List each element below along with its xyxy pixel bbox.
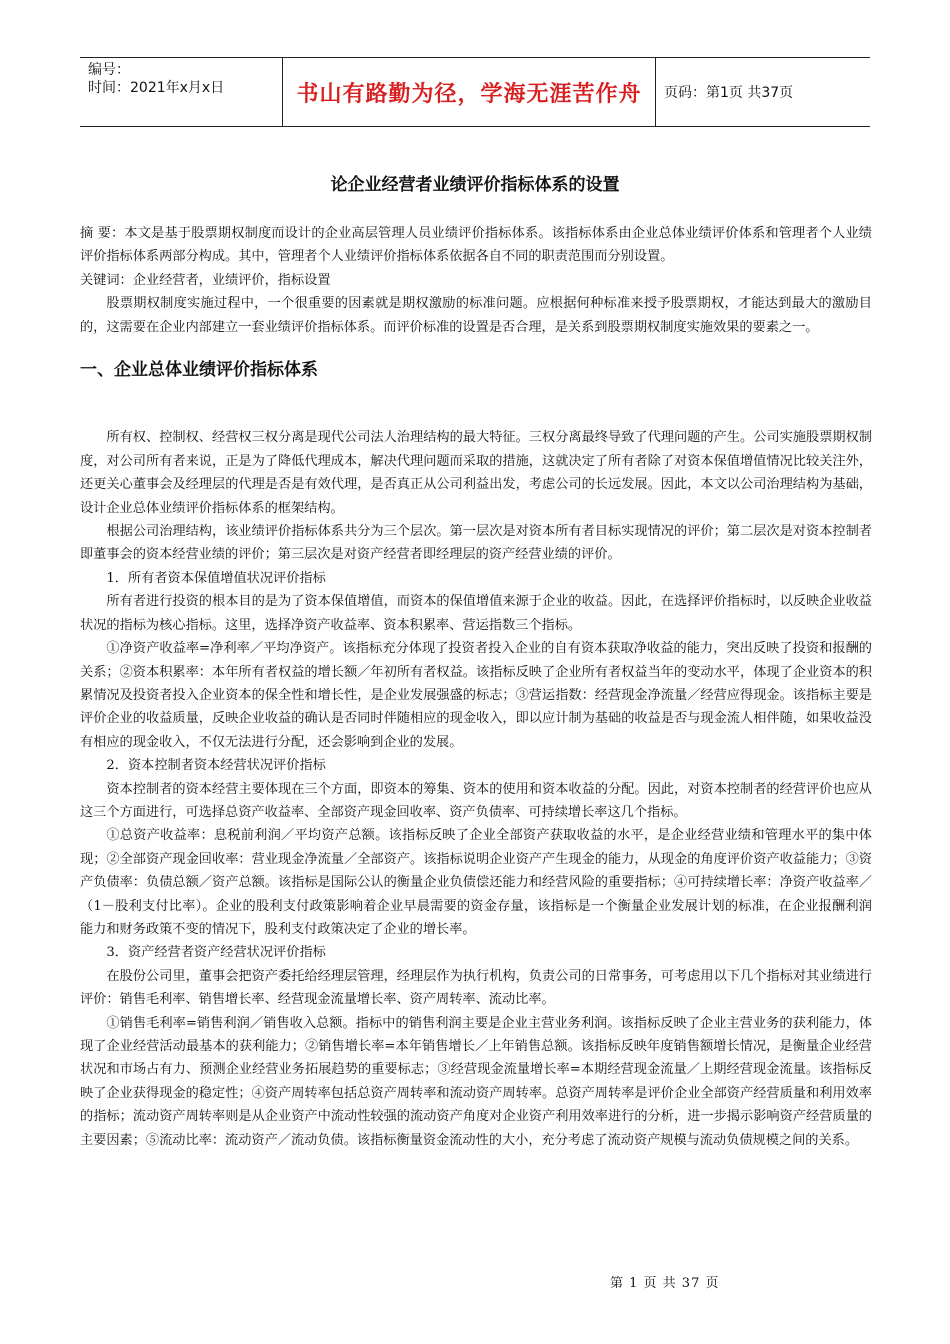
body-paragraph: 所有权、控制权、经营权三权分离是现代公司法人治理结构的最大特征。三权分离最终导致了代理问题的产生。公司实施股票期权制度，对公司所有者来说，正是为了降低代理成本，解决代理问题而采取的措施，这就决定了所有者除了对资本保值增值情况比较关注外，还更关心董事会及经理层的代理是否是有效代理，是否真正从公司利益出发，考虑公司的长远发展。因此，本文以公司治理结构为基础，设计企业总体业绩评价指标体系的框架结构。 (80, 430, 872, 516)
intro-paragraph: 股票期权制度实施过程中，一个很重要的因素就是期权激励的标准问题。应根据何种标准来授予股票期权，才能达到最大的激励目的，这需要在企业内部建立一套业绩评价指标体系。而评价标准的设置是否合理，是关系到股票期权制度实施效果的要素之一。 (80, 296, 872, 335)
body-paragraph: 在股份公司里，董事会把资产委托给经理层管理，经理层作为执行机构，负责公司的日常事务，可考虑用以下几个指标对其业绩进行评价：销售毛利率、销售增长率、经营现金流量增长率、资产周转率、流动比率。 (80, 968, 872, 1008)
subsection-heading: 1．所有者资本保值增值状况评价指标 (106, 570, 326, 586)
abstract-paragraph: 摘 要：本文是基于股票期权制度而设计的企业高层管理人员业绩评价指标体系。该指标体系由企业总体业绩评价体系和管理者个人业绩评价指标体系两部分构成。其中，管理者个人业绩评价指标体系依据各自不同的职责范围而分别设置。 (80, 226, 872, 265)
body-paragraph: ①总资产收益率：息税前利润／平均资产总额。该指标反映了企业全部资产获取收益的水平，是企业经营业绩和管理水平的集中体现；②全部资产现金回收率：营业现金净流量／全部资产。该指标说明企业资产产生现金的能力，从现金的角度评价资产收益能力；③资产负债率：负债总额／资产总额。该指标是国际公认的衡量企业负债偿还能力和经营风险的重要指标；④可持续增长率：净资产收益率／（1－股利支付比率）。企业的股利支付政策影响着企业早晨需要的资金存量，该指标是一个衡量企业发展计划的标准，在企业报酬利润能力和财务政策不变的情况下，股利支付政策决定了企业的增长率。 (80, 828, 872, 937)
subsection-heading: 3．资产经营者资产经营状况评价指标 (106, 945, 326, 961)
body-paragraph: 根据公司治理结构，该业绩评价指标体系共分为三个层次。第一层次是对资本所有者目标实现情况的评价；第二层次是对资本控制者即董事会的资本经营业绩的评价；第三层次是对资产经营者即经理层的资产经营业绩的评价。 (80, 524, 872, 563)
section-heading: 一、企业总体业绩评价指标体系 (80, 360, 318, 381)
document-title: 论企业经营者业绩评价指标体系的设置 (330, 175, 620, 195)
document-body (80, 222, 872, 1152)
body-paragraph: 资本控制者的资本经营主要体现在三个方面，即资本的筹集、资本的使用和资本收益的分配。因此，对资本控制者的经营评价也应从这三个方面进行，可选择总资产收益率、全部资产现金回收率、资产负债率、可持续增长率这几个指标。 (80, 781, 872, 820)
page-footer: 第 1 页 共 37 页 (610, 1276, 720, 1291)
keywords-line: 关键词：企业经营者，业绩评价，指标设置 (80, 272, 331, 288)
header-meta (88, 61, 224, 97)
header-motto-cell (282, 58, 656, 126)
header-page-info: 页码：第1页 共37页 (664, 85, 794, 101)
body-paragraph: 所有者进行投资的根本目的是为了资本保值增值，而资本的保值增值来源于企业的收益。因此，在选择评价指标时，以反映企业收益状况的指标为核心指标。这里，选择净资产收益率、资本积累率、营运指数三个指标。 (80, 594, 872, 633)
motto-text: 书山有路勤为径，学海无涯苦作舟 (296, 81, 642, 107)
document-number-label: 编号： (88, 62, 130, 78)
document-time-label: 时间：2021年x月x日 (88, 80, 225, 96)
body-paragraph: ①销售毛利率=销售利润／销售收入总额。指标中的销售利润主要是企业主营业务利润。该指标反映了企业主营业务的获利能力，体现了企业经营活动最基本的获利能力；②销售增长率=本年销售增长／上年销售总额。该指标反映年度销售额增长情况，是衡量企业经营状况和市场占有力、预测企业经营业务拓展趋势的重要标志；③经营现金流量增长率=本期经营现金流量／上期经营现金流量。该指标反映了企业获得现金的稳定性；④资产周转率包括总资产周转率和流动资产周转率。总资产周转率是评价企业全部资产经营质量和利用效率的指标；流动资产周转率则是从企业资产中流动性较强的流动资产角度对企业资产利用效率进行的分析，进一步揭示影响资产经营质量的主要因素；⑤流动比率：流动资产／流动负债。该指标衡量资金流动性的大小，充分考虑了流动资产规模与流动负债规模之间的关系。 (80, 1015, 872, 1148)
body-paragraph: ①净资产收益率=净利率／平均净资产。该指标充分体现了投资者投入企业的自有资本获取净收益的能力，突出反映了投资和报酬的关系；②资本积累率：本年所有者权益的增长额／年初所有者权益。该指标反映了企业所有者权益当年的变动水平，体现了企业资本的积累情况及投资者投入企业资本的保全性和增长性，是企业发展强盛的标志；③营运指数：经营现金净流量／经营应得现金。该指标主要是评价企业的收益质量，反映企业收益的确认是否同时伴随相应的现金收入，即以应计制为基础的收益是否与现金流人相伴随，如果收益没有相应的现金收入，不仅无法进行分配，还会影响到企业的发展。 (80, 641, 872, 750)
page-header (80, 57, 870, 127)
subsection-heading: 2．资本控制者资本经营状况评价指标 (106, 758, 326, 774)
